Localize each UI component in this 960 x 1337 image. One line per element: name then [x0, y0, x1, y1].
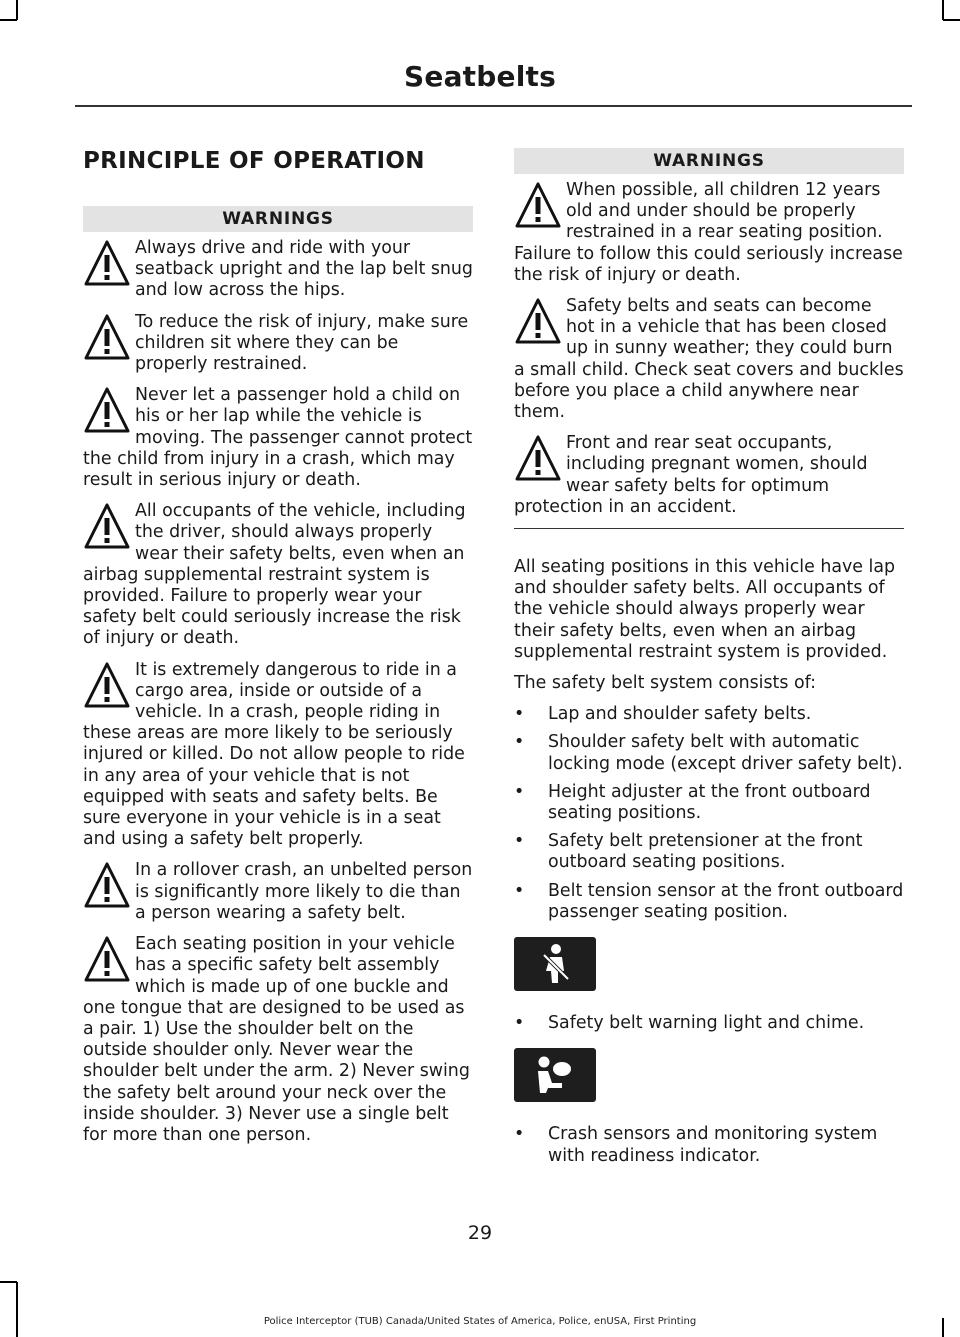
bullet-dot: • [514, 781, 525, 802]
warning-triangle-icon [514, 180, 564, 236]
list-item-text: Height adjuster at the front outboard seating positions. [548, 781, 871, 824]
warnings-heading: WARNINGS [83, 206, 473, 232]
component-list-3 [514, 1124, 904, 1166]
warning-triangle-icon [83, 860, 133, 916]
warning-triangle-icon [83, 385, 133, 441]
warning-text: All occupants of the vehicle, including the driver, should always properly wear their safety belts, even when an airbag supplemental restraint system is provided. Failure to properly wear your safety belt could seriously increase the risk of injury or death. [83, 501, 466, 649]
section-title: PRINCIPLE OF OPERATION [83, 148, 425, 174]
warning-text: It is extremely dangerous to ride in a cargo area, inside or outside of a vehicle. In a crash, people riding in these areas are more likely to be seriously injured or killed. Do not allow people to ride in any area of your vehicle that is not equipped with seats and safety belts. Be sure everyone in your vehicle is in a seat and using a safety belt properly. [83, 659, 465, 850]
list-item [514, 1013, 904, 1034]
seatbelt-warning-icon [514, 937, 596, 991]
bullet-dot: • [514, 1124, 525, 1145]
crop-mark [0, 1281, 17, 1283]
list-item [514, 1124, 904, 1166]
warnings-list [83, 238, 473, 1146]
warning-triangle-icon [83, 660, 133, 716]
warning-item [514, 433, 904, 518]
intro-paragraph: All seating positions in this vehicle have lap and shoulder safety belts. All occupants of the vehicle should always properly wear their safety belts, even when an airbag supplemental restraint system is provided. [514, 557, 896, 662]
warning-text: In a rollover crash, an unbelted person is significantly more likely to die than a person wearing a safety belt. [135, 860, 473, 923]
warning-item [83, 238, 473, 302]
list-intro: The safety belt system consists of: [514, 673, 816, 694]
crop-mark [16, 1282, 18, 1337]
warning-triangle-icon [83, 312, 133, 368]
warning-item [83, 660, 473, 851]
list-item-text: Crash sensors and monitoring system with readiness indicator. [548, 1124, 878, 1166]
warning-triangle-icon [514, 296, 564, 352]
warning-item [83, 934, 473, 1146]
warning-item [514, 296, 904, 423]
warning-triangle-icon [83, 238, 133, 294]
warning-text: Never let a passenger hold a child on his or her lap while the vehicle is moving. The passenger cannot protect the child from injury in a crash, which may result in serious injury or death. [83, 385, 473, 491]
warning-text: Each seating position in your vehicle has a specific safety belt assembly which is made up of one buckle and one tongue that are designed to be used as a pair. 1) Use the shoulder belt on the outside shoulder only. Never wear the shoulder belt under the arm. 2) Never swing the safety belt around your neck over the inside shoulder. 3) Never use a single belt for more than one person. [83, 934, 470, 1145]
list-item-text: Shoulder safety belt with automatic locking mode (except driver safety belt). [548, 732, 903, 774]
warnings-heading: WARNINGS [514, 148, 904, 174]
page-footer: Police Interceptor (TUB) Canada/United States of America, Police, enUSA, First Printing [263, 1316, 697, 1327]
crop-mark [0, 19, 17, 21]
right-column [514, 146, 904, 1174]
warning-item [83, 860, 473, 924]
warning-text: Safety belts and seats can become hot in a vehicle that has been closed up in sunny weather; they could burn a small child. Check seat covers and buckles before you place a child anywhere near them. [514, 296, 904, 423]
bullet-dot: • [514, 732, 525, 753]
warning-triangle-icon [514, 433, 564, 489]
page-header-title: Seatbelts [404, 60, 556, 93]
list-item [514, 782, 904, 824]
page-number: 29 [467, 1222, 493, 1244]
warning-triangle-icon [83, 501, 133, 557]
list-item [514, 704, 904, 725]
component-list [514, 704, 904, 923]
warning-text: To reduce the risk of injury, make sure children sit where they can be properly restrained. [135, 311, 469, 375]
airbag-readiness-icon [514, 1048, 596, 1102]
component-list-2 [514, 1013, 904, 1034]
warning-item [83, 312, 473, 376]
crop-mark [942, 0, 944, 20]
list-item-text: Safety belt warning light and chime. [548, 1013, 865, 1034]
list-item-text: Belt tension sensor at the front outboard passenger seating position. [548, 880, 904, 922]
bullet-dot: • [514, 704, 525, 725]
bullet-dot: • [514, 831, 525, 852]
crop-mark [943, 19, 960, 21]
left-column [83, 146, 473, 1156]
warning-item [83, 501, 473, 649]
bullet-dot: • [514, 1013, 525, 1034]
warning-item [83, 385, 473, 491]
warning-text: When possible, all children 12 years old and under should be properly restrained in a rear seating position. Failure to follow this could seriously increase the risk of injury or death. [514, 180, 903, 285]
list-item-text: Safety belt pretensioner at the front outboard seating positions. [548, 831, 863, 873]
bullet-dot: • [514, 880, 525, 901]
warning-item [514, 180, 904, 286]
warning-text: Front and rear seat occupants, including pregnant women, should wear safety belts for optimum protection in an accident. [514, 433, 868, 517]
list-item [514, 732, 904, 774]
warning-text: Always drive and ride with your seatback upright and the lap belt snug and low across the hips. [135, 238, 473, 301]
list-item [514, 831, 904, 873]
crop-mark [16, 0, 18, 20]
warning-triangle-icon [83, 934, 133, 990]
warnings-list [514, 180, 904, 518]
list-item-text: Lap and shoulder safety belts. [548, 704, 812, 725]
warnings-end-rule [514, 528, 904, 529]
list-item [514, 881, 904, 923]
header-rule [75, 105, 912, 107]
